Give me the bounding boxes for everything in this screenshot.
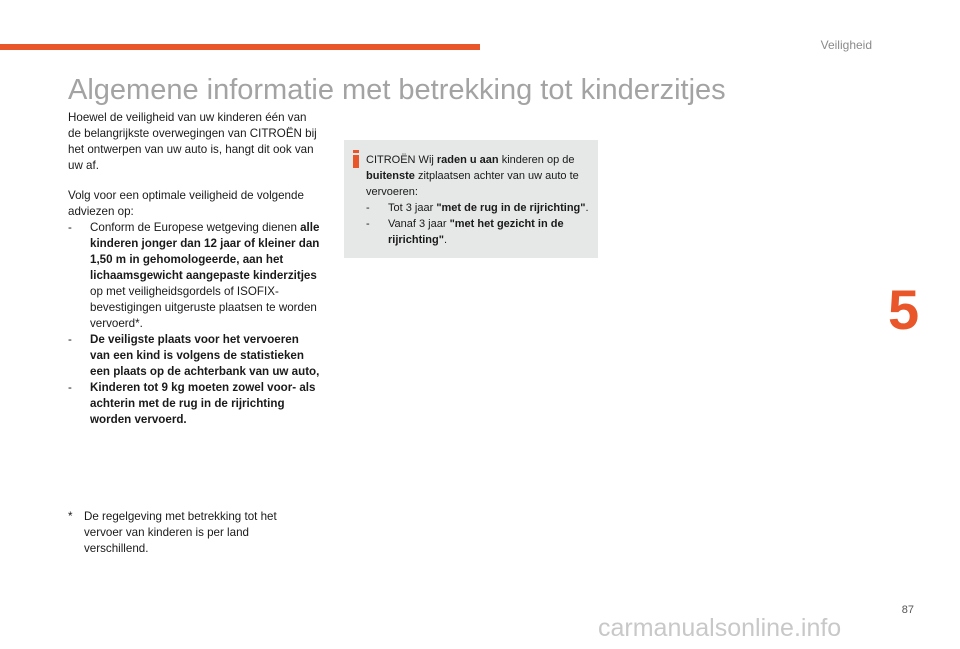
page-title: Algemene informatie met betrekking tot kinderzitjes xyxy=(68,74,726,106)
intro-paragraph: Hoewel de veiligheid van uw kinderen één van de belangrijkste overwegingen van CITROËN bij het ontwerpen van uw auto is, hangt dit ook van uw af. xyxy=(68,111,317,172)
list-item: - Vanaf 3 jaar "met het gezicht in de rijrichting". xyxy=(366,218,564,246)
footnote: * De regelgeving met betrekking tot het vervoer van kinderen is per land verschillend. xyxy=(68,510,277,555)
advice-intro: Volg voor een optimale veiligheid de volgende adviezen op: xyxy=(68,189,304,218)
header-accent-bar xyxy=(0,44,480,50)
info-icon xyxy=(352,150,360,168)
list-item: - Conform de Europese wetgeving dienen alle kinderen jonger dan 12 jaar of kleiner dan 1,50 m in gehomologeerde, aan het lichaamsgewicht aangepaste kinderzitjes op met veiligheidsgordels of ISOFIX-bevestigingen uitgeruste plaatsen te worden vervoerd*. xyxy=(68,221,320,330)
list-item: - De veiligste plaats voor het vervoeren van een kind is volgens de statistieken een plaats op de achterbank van uw auto, xyxy=(68,333,320,378)
note-text: CITROËN Wij raden u aan kinderen op de buitenste zitplaatsen achter van uw auto te vervoeren: xyxy=(366,154,579,198)
list-item: - Kinderen tot 9 kg moeten zowel voor- als achterin met de rug in de rijrichting worden vervoerd. xyxy=(68,381,316,426)
page-number: 87 xyxy=(901,604,914,616)
advice-list xyxy=(68,220,320,428)
note-list xyxy=(366,200,590,248)
section-label: Veiligheid xyxy=(820,38,872,52)
list-item: - Tot 3 jaar "met de rug in de rijrichting". xyxy=(366,202,589,214)
left-column xyxy=(68,110,320,428)
info-note-box xyxy=(344,140,598,258)
watermark-text: carmanualsonline.info xyxy=(598,614,842,642)
footnote-text: De regelgeving met betrekking tot het vervoer van kinderen is per land verschillend. xyxy=(84,510,277,555)
chapter-number: 5 xyxy=(888,278,920,341)
